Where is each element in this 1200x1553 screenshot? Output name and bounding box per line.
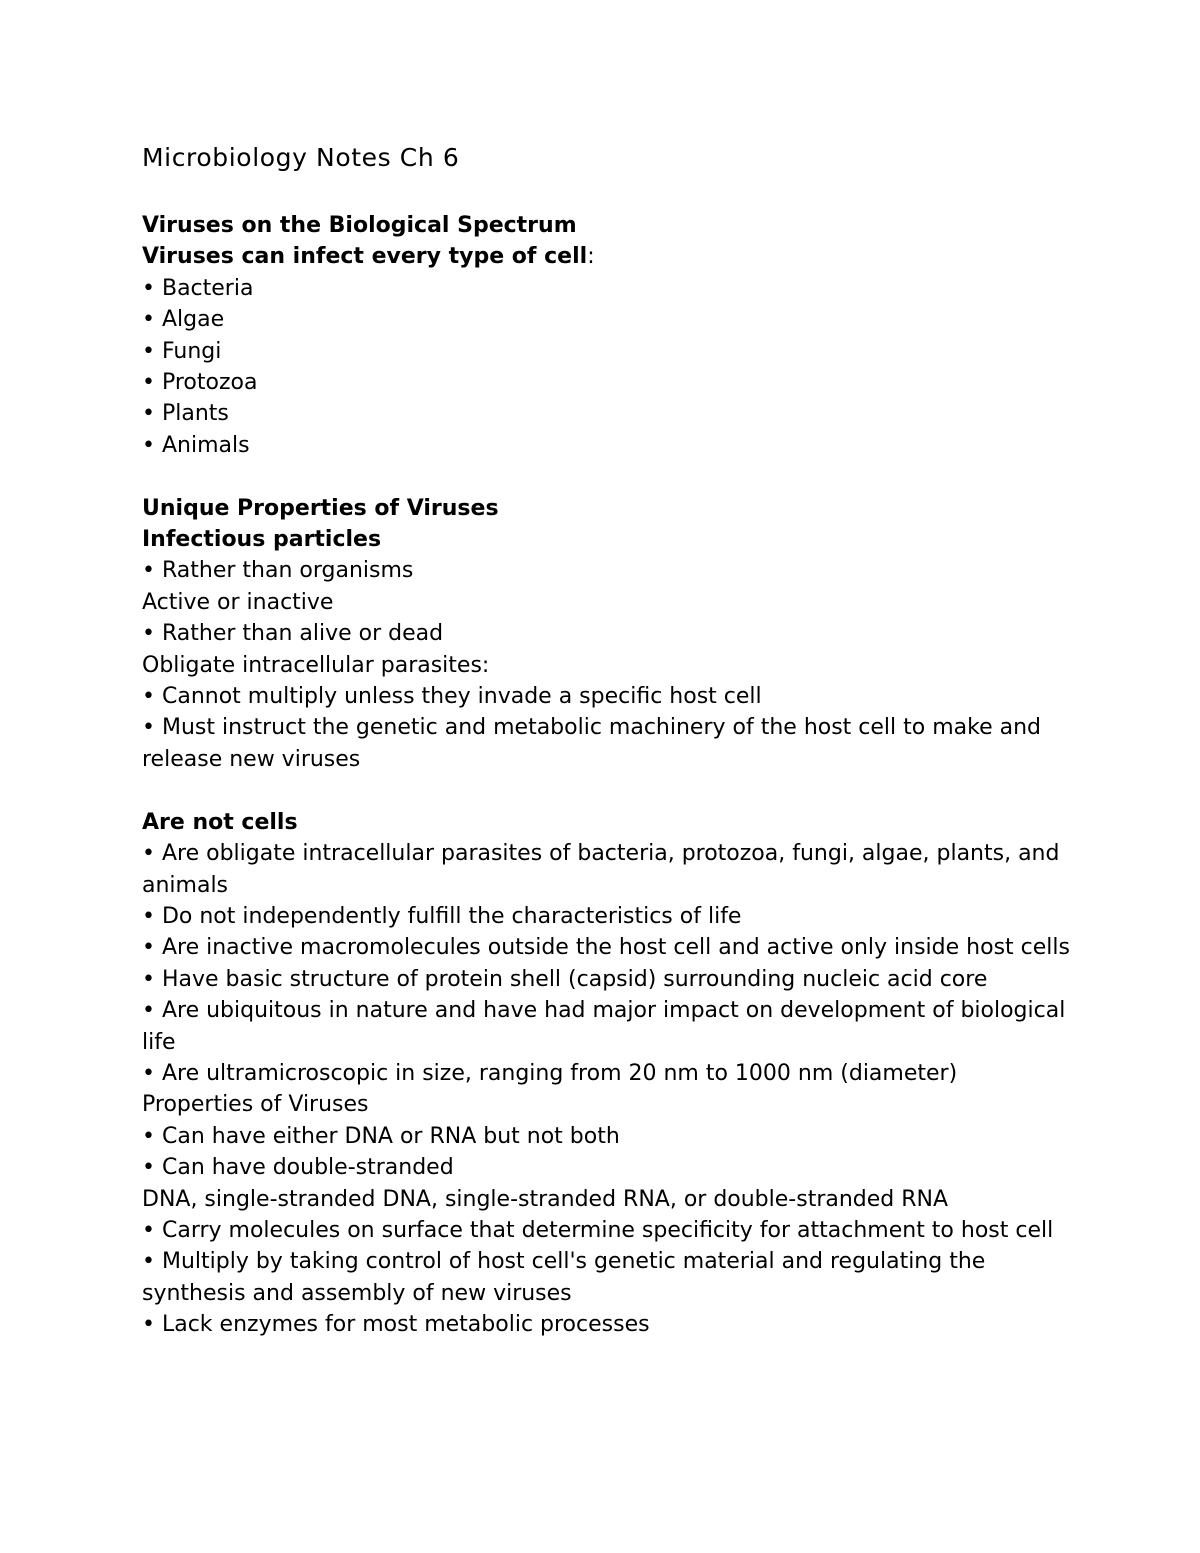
list-item: • Have basic structure of protein shell (capsid) surrounding nucleic acid core — [142, 966, 988, 992]
list-item: • Are inactive macromolecules outside the host cell and active only inside host cells — [142, 935, 1070, 961]
section-heading-are-not-cells: Are not cells — [142, 809, 298, 835]
list-item: • Protozoa — [142, 370, 258, 396]
list-item: • Lack enzymes for most metabolic processes — [142, 1312, 650, 1338]
list-item: • Fungi — [142, 338, 222, 364]
list-item: • Are ultramicroscopic in size, ranging from 20 nm to 1000 nm (diameter) — [142, 1060, 958, 1086]
list-item: • Are obligate intracellular parasites of bacteria, protozoa, fungi, algae, plants, and animals — [142, 841, 1060, 898]
list-item: • Plants — [142, 401, 229, 427]
document-page — [142, 138, 1082, 1341]
list-item: • Carry molecules on surface that determine specificity for attachment to host cell — [142, 1217, 1054, 1243]
text-line: Properties of Viruses — [142, 1092, 369, 1118]
list-item: • Bacteria — [142, 275, 254, 301]
section-heading-biological-spectrum: Viruses on the Biological Spectrum — [142, 213, 577, 238]
text-line: DNA, single-stranded DNA, single-stranded RNA, or double-stranded RNA — [142, 1186, 949, 1212]
subheading-colon: : — [587, 244, 595, 270]
list-item: • Algae — [142, 307, 225, 333]
text-line: Active or inactive — [142, 589, 334, 615]
blank-line — [142, 775, 1082, 806]
section-heading-unique-properties: Unique Properties of Viruses — [142, 495, 499, 521]
list-item: • Are ubiquitous in nature and have had major impact on development of biological life — [142, 998, 1066, 1055]
list-item: • Rather than alive or dead — [142, 621, 444, 647]
subheading-text: Viruses can infect every type of cell — [142, 244, 588, 270]
list-item: • Must instruct the genetic and metabolic machinery of the host cell to make and release new viruses — [142, 715, 1042, 772]
section-subheading-infectious-particles: Infectious particles — [142, 527, 382, 553]
list-item: • Cannot multiply unless they invade a specific host cell — [142, 684, 762, 710]
text-line: Obligate intracellular parasites: — [142, 652, 490, 678]
list-item: • Do not independently fulfill the characteristics of life — [142, 903, 742, 929]
list-item: • Can have either DNA or RNA but not both — [142, 1123, 620, 1149]
blank-line — [142, 461, 1082, 492]
list-item: • Multiply by taking control of host cell's genetic material and regulating the synthesis and assembly of new viruses — [142, 1249, 986, 1306]
list-item: • Animals — [142, 432, 250, 458]
section-subheading-infect-cells — [142, 241, 1082, 272]
list-item: • Can have double-stranded — [142, 1155, 454, 1181]
list-item: • Rather than organisms — [142, 558, 414, 584]
document-title: Microbiology Notes Ch 6 — [142, 143, 460, 172]
